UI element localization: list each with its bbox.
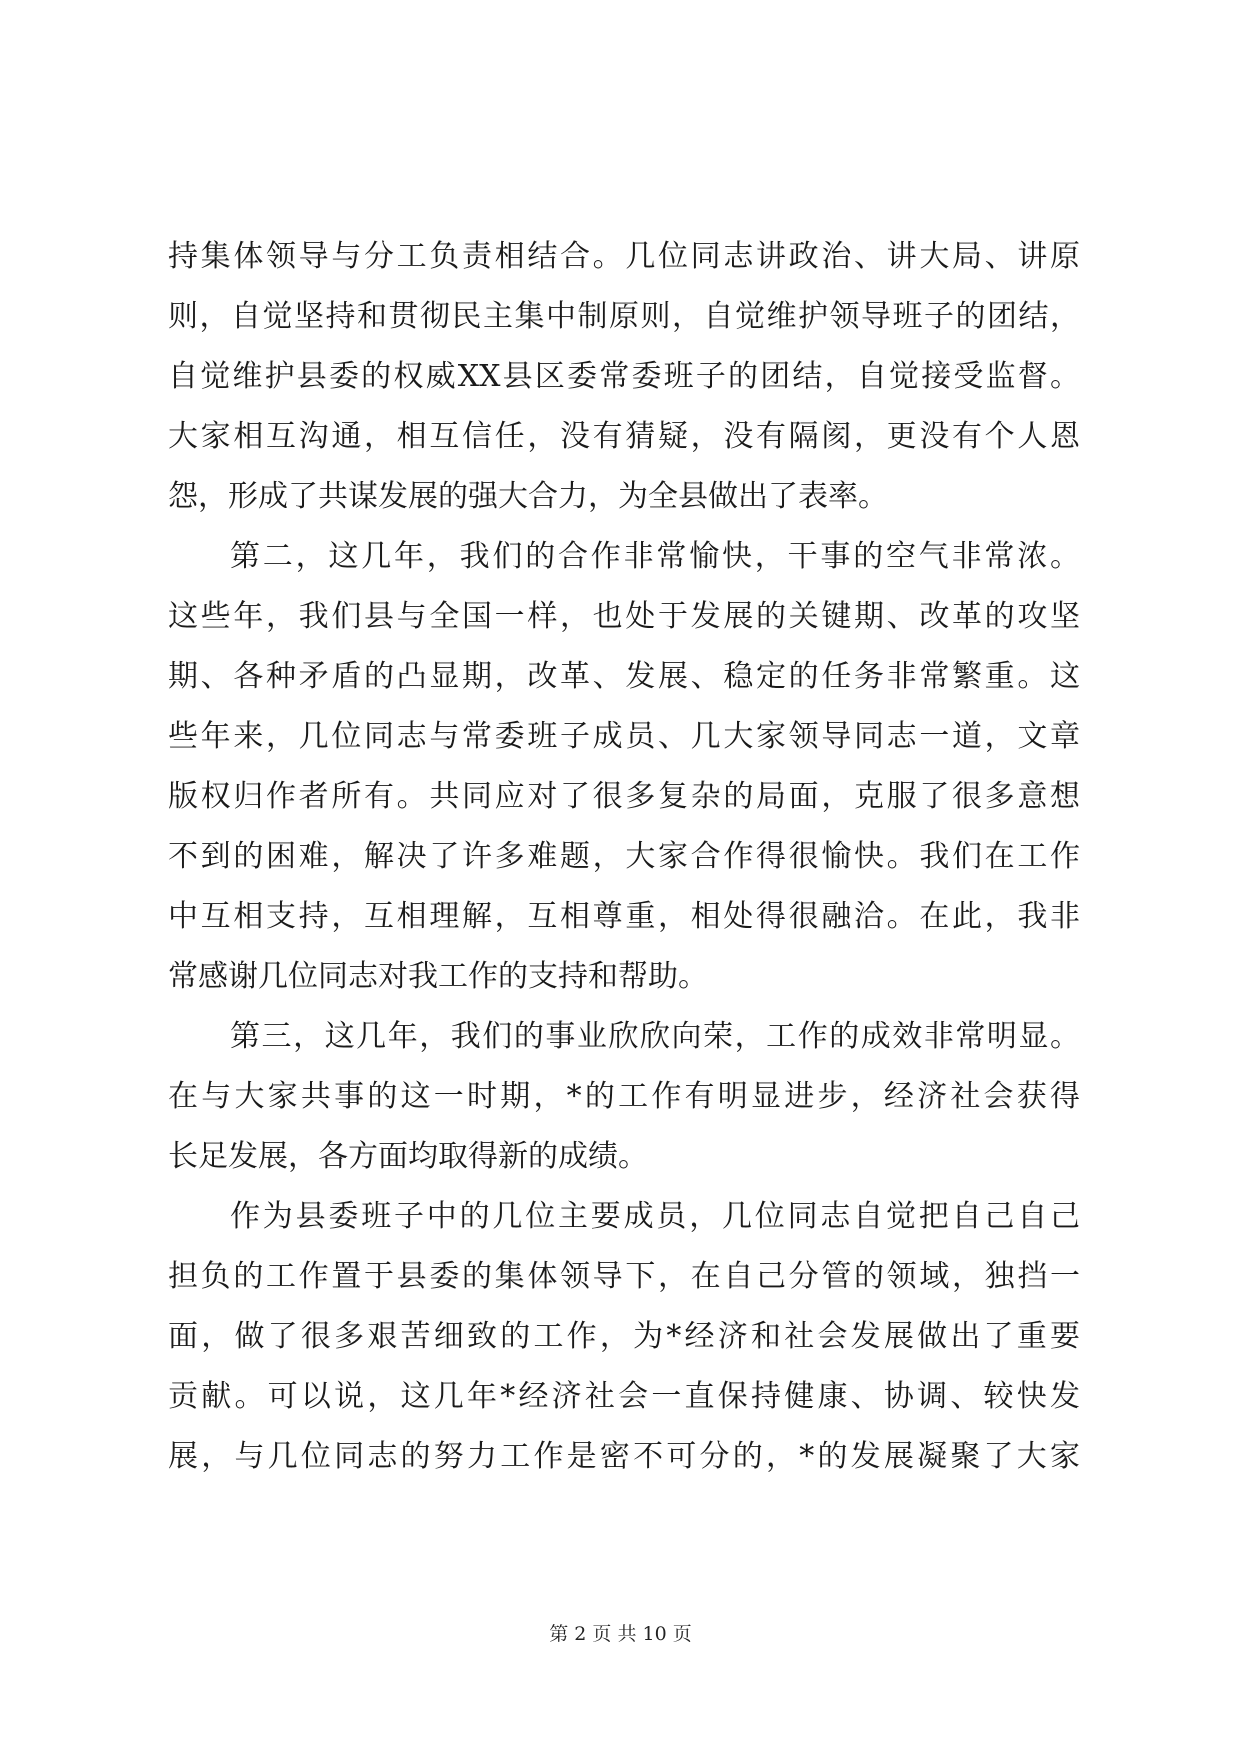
document-body [168,227,1080,1487]
text-line: 不到的困难，解决了许多难题，大家合作得很愉快。我们在工作 [168,839,1080,874]
paragraph-4 [168,1187,1080,1487]
text-line: 展，与几位同志的努力工作是密不可分的，*的发展凝聚了大家 [168,1439,1080,1474]
text-line: 在与大家共事的这一时期，*的工作有明显进步，经济社会获得 [168,1079,1080,1114]
text-line: 作为县委班子中的几位主要成员，几位同志自觉把自己自己 [230,1199,1080,1234]
text-line: 大家相互沟通，相互信任，没有猜疑，没有隔阂，更没有个人恩 [168,419,1080,454]
text-line: 则，自觉坚持和贯彻民主集中制原则，自觉维护领导班子的团结， [168,299,1080,334]
text-line: 些年来，几位同志与常委班子成员、几大家领导同志一道，文章 [168,719,1080,754]
paragraph-3 [168,1007,1080,1187]
text-line: 自觉维护县委的权威XX县区委常委班子的团结，自觉接受监督。 [168,359,1080,394]
text-line: 怨，形成了共谋发展的强大合力，为全县做出了表率。 [168,479,888,514]
paragraph-2 [168,527,1080,1007]
text-line: 第三，这几年，我们的事业欣欣向荣，工作的成效非常明显。 [230,1019,1080,1054]
page-number-footer: 第 2 页 共 10 页 [549,1623,692,1645]
text-line: 长足发展，各方面均取得新的成绩。 [168,1139,648,1174]
paragraph-1 [168,227,1080,527]
text-line: 持集体领导与分工负责相结合。几位同志讲政治、讲大局、讲原 [168,239,1080,274]
text-line: 常感谢几位同志对我工作的支持和帮助。 [168,959,708,994]
text-line: 担负的工作置于县委的集体领导下，在自己分管的领域，独挡一 [168,1259,1080,1294]
text-line: 贡献。可以说，这几年*经济社会一直保持健康、协调、较快发 [168,1379,1080,1414]
text-line: 期、各种矛盾的凸显期，改革、发展、稳定的任务非常繁重。这 [168,659,1080,694]
text-line: 这些年，我们县与全国一样，也处于发展的关键期、改革的攻坚 [168,599,1080,634]
text-line: 中互相支持，互相理解，互相尊重，相处得很融洽。在此，我非 [168,899,1080,934]
text-line: 版权归作者所有。共同应对了很多复杂的局面，克服了很多意想 [168,779,1080,814]
text-line: 第二，这几年，我们的合作非常愉快，干事的空气非常浓。 [230,539,1080,574]
text-line: 面，做了很多艰苦细致的工作，为*经济和社会发展做出了重要 [168,1319,1080,1354]
